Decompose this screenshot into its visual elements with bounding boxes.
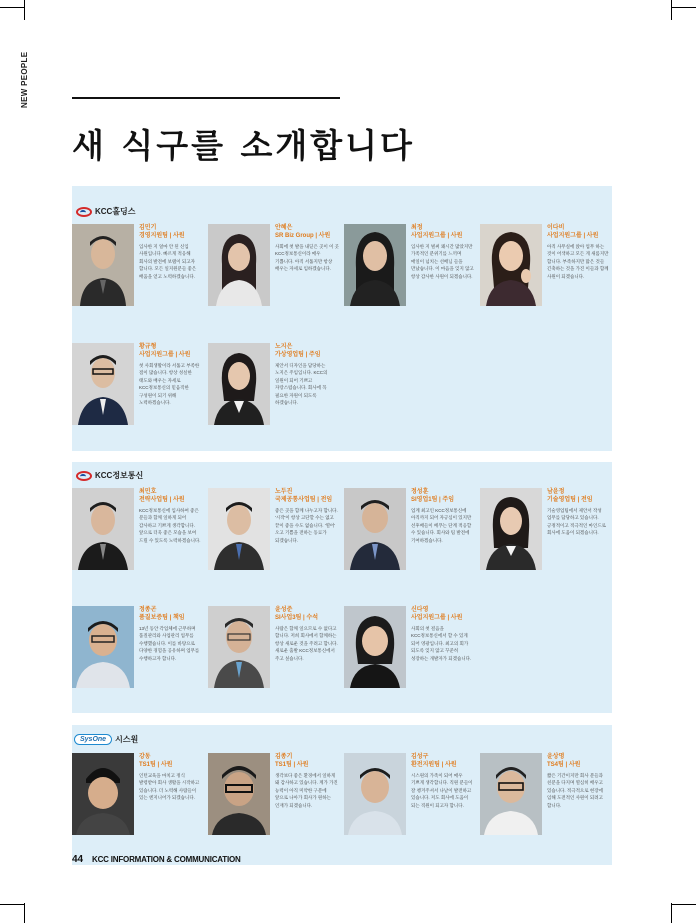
profile-card <box>72 224 202 334</box>
person-name: 이다비 <box>547 225 565 231</box>
person-name: 황규형 <box>139 344 157 350</box>
profile-card <box>480 488 610 598</box>
side-label: NEW PEOPLE <box>20 51 29 108</box>
profile-photo <box>480 224 542 306</box>
person-role: TS1팀 | 사원 <box>275 762 309 768</box>
profile-photo <box>208 488 270 570</box>
kcc-holdings-logo <box>76 206 136 217</box>
person-name: 윤성준 <box>275 607 293 613</box>
crop-mark <box>671 903 672 923</box>
crop-mark <box>24 903 25 923</box>
profile-photo <box>208 606 270 688</box>
profile-card <box>72 343 202 453</box>
person-name: 윤상명 <box>547 754 565 760</box>
profile-card <box>344 753 474 863</box>
person-role: 사업지원그룹 | 사원 <box>411 233 463 239</box>
person-name: 노두진 <box>275 489 293 495</box>
crop-mark <box>24 0 25 20</box>
person-role: 사업지원그룹 | 사원 <box>139 352 191 358</box>
profile-photo <box>344 753 406 835</box>
page-number: 44 <box>72 854 84 865</box>
person-name: 김종기 <box>275 754 293 760</box>
profile-photo <box>480 488 542 570</box>
person-name: 강동 <box>139 754 151 760</box>
person-desc: 사람은 함께 일으므로 수 없다고 합니다. 저희 회사에서 함께하는 항상 새로운 것을 주려고 합니다. 새로운 출발 KCC정보통신에서 주고 싶습니다. <box>275 626 338 661</box>
person-name: 노지은 <box>275 344 293 350</box>
person-name: 정종곤 <box>139 607 157 613</box>
sysone-badge: SysOne <box>74 734 112 745</box>
person-desc: KCC정보통신에 입사하여 좋은 분들과 함께 일하게 되어 감사하고 기쁘게 생각합니다. 앞으로 더욱 좋은 모습을 보여 드릴 수 있도록 노력하겠습니다. <box>139 508 201 543</box>
sysone-logo <box>74 734 138 745</box>
logo-text: KCC정보통신 <box>95 471 144 480</box>
profile-photo <box>344 488 406 570</box>
profile-card <box>72 753 202 863</box>
person-role: SI영업1팀 | 주임 <box>411 497 454 503</box>
person-role: TS4팀 | 사원 <box>547 762 581 768</box>
logo-text: KCC홀딩스 <box>95 207 136 216</box>
person-name: 김민기 <box>139 225 157 231</box>
person-desc: 기술영업팀에서 제안서 작성 업무를 담당하고 있습니다. 긍정적이고 적극적인 마인드로 회사에 도움이 되겠습니다. <box>547 508 607 536</box>
person-desc: 입사한 지 벌써 꽤시간 많았지만 가족적인 분위기를 느끼며 매일이 넘치는 선배님 들을 만났습니다. 이 마음을 잊지 않고 항상 감사한 사원이 되겠습니다. <box>411 244 474 279</box>
kcc-logo-icon <box>76 471 92 481</box>
crop-mark <box>0 7 24 8</box>
person-role: TS1팀 | 사원 <box>139 762 173 768</box>
profile-card <box>344 224 474 334</box>
person-desc: 제안서 디자인을 담당하는 노지은 주임입니다. KCC의 일원이 되어 기쁘고 자랑스럽습니다. 회사에 꼭 필요한 자원이 되도록 하겠습니다. <box>275 363 328 406</box>
profile-photo <box>344 606 406 688</box>
person-role: 품질보증팀 | 책임 <box>139 615 185 621</box>
crop-mark <box>672 7 696 8</box>
person-desc: 생각보다 좋은 환경에서 일하게 돼 감사하고 있습니다. 계가 가진 능력이 아직 미약한 구분에 앞으로 나아가 회사가 원하는 인재가 되겠습니다. <box>275 773 338 808</box>
person-name: 최정 <box>411 225 423 231</box>
person-role: 전략사업팀 | 사원 <box>139 497 185 503</box>
page-title: 새 식구를 소개합니다 <box>72 126 415 165</box>
profile-card <box>208 343 338 453</box>
person-name: 신다영 <box>411 607 429 613</box>
person-name: 김성구 <box>411 754 429 760</box>
person-role: 사업지원그룹 | 사원 <box>411 615 463 621</box>
person-desc: 입사한 지 얼마 안 된 신입 사원입니다. 빠르게 적응해 회사의 발전에 보탬이 되고자 합니다. 모든 일지원분들 좋은 배움을 얻고 노력하겠습니다. <box>139 244 197 279</box>
person-desc: 시스원의 가족이 되어 매우 기쁘게 생각합니다. 직원 분들이 잘 챙겨주셔서 나날이 발전하고 있습니다. 저도 회사에 도움이 되는 직원이 되고자 합니다. <box>411 773 473 808</box>
profile-card <box>480 753 610 863</box>
person-desc: 사회에 첫 발을 내딛은 곳이 이 곳 KCC정보통신이라 매우 기쁩니다. 아직 서툴지만 항상 배우는 자세로 임하겠습니다. <box>275 244 340 272</box>
kcc-ic-logo <box>76 470 143 481</box>
profile-photo <box>480 753 542 835</box>
profile-card <box>208 753 338 863</box>
logo-text: 시스원 <box>115 735 139 744</box>
profile-photo <box>72 488 134 570</box>
profile-photo <box>72 224 134 306</box>
crop-mark <box>672 904 696 905</box>
profile-photo <box>72 343 134 425</box>
profile-photo <box>208 343 270 425</box>
person-role: 기술영업팀 | 전임 <box>547 497 593 503</box>
person-name: 안혜은 <box>275 225 293 231</box>
person-role: 사업지원그룹 | 사원 <box>547 233 599 239</box>
person-role: 경영지원팀 | 사원 <box>139 233 185 239</box>
person-desc: 아직 사무실에 앉아 업무 하는 것이 어색하고 모든 게 새롭지만 합니다. 부족하지만 많은 것들 긴축하는 것을 가진 이들과 함께 사원이 되겠습니다. <box>547 244 609 279</box>
title-rule <box>72 97 340 99</box>
profile-photo <box>344 224 406 306</box>
person-desc: 첫 사회생활이라 서툴고 부족한 점이 많습니다. 항상 성실한 태도와 배우는 자세로 KCC정보통신의 믿음직한 구성원이 되기 위해 노력하겠습니다. <box>139 363 200 406</box>
profile-card <box>72 488 202 598</box>
person-role: SI사업3팀 | 수석 <box>275 615 318 621</box>
person-name: 남윤정 <box>547 489 565 495</box>
profile-card <box>208 224 338 334</box>
profile-card <box>480 224 610 334</box>
person-role: 국제공통사업팀 | 전임 <box>275 497 333 503</box>
profile-card <box>344 488 474 598</box>
profile-card <box>208 606 338 716</box>
section-kcc-ic <box>72 462 612 713</box>
person-desc: 짧은 기간이지만 회사 분들과 친분을 다지며 열심히 배우고 있습니다. 적극적으로 현장에 임해 도전적인 사원이 되려고 합니다. <box>547 773 603 808</box>
section-kcc-holdings <box>72 186 612 451</box>
profile-card <box>344 606 474 716</box>
crop-mark <box>0 904 24 905</box>
profile-card <box>208 488 338 598</box>
crop-mark <box>671 0 672 20</box>
section-sysone <box>72 725 612 865</box>
person-desc: 인턴교육을 마치고 정식 발령받아 회사 생활을 시작하고 있습니다. 더 노력해 사람들이 있는 엔지니어가 되겠습니다. <box>139 773 200 801</box>
kcc-logo-icon <box>76 207 92 217</box>
person-role: 환전지원팀 | 사원 <box>411 762 457 768</box>
person-role: SR Biz Group | 사원 <box>275 233 331 239</box>
profile-photo <box>72 606 134 688</box>
person-name: 최민호 <box>139 489 157 495</box>
person-role: 가상영업팀 | 주임 <box>275 352 321 358</box>
person-desc: 업계 최고인 KCC정보통신에 아직까지 되어 자긍심이 있지만 선후배들이 베푸는 단계 적응할 수 있습니다. 회사와 팀 발전에 기여하겠습니다. <box>411 508 472 543</box>
person-desc: 좋은 곳을 함께 나누고자 합니다. '시작'이 항상 고단할 수는 없고 끝이 좋을 수도 없습니다. '열어' 오고 기쁨을 전하는 동료가 되겠습니다. <box>275 508 338 543</box>
person-name: 정성훈 <box>411 489 429 495</box>
profile-photo <box>208 753 270 835</box>
profile-photo <box>208 224 270 306</box>
profile-card <box>72 606 202 716</box>
person-desc: 사회의 첫 걸음을 KCC정보통신에서 할 수 있게 되어 영광입니다. 최고의 회가 되도록 잊지 않고 꾸준히 성장하는 개발자가 되겠습니다. <box>411 626 472 661</box>
person-desc: 13년 동안 각업체에 근무하며 품질관리와 사업관리 업무를 수행했습니다. 이를 바탕으로 다양한 경험을 공유하며 업무를 수행하고자 합니다. <box>139 626 200 661</box>
publication-name: KCC INFORMATION & COMMUNICATION <box>92 855 241 864</box>
profile-photo <box>72 753 134 835</box>
